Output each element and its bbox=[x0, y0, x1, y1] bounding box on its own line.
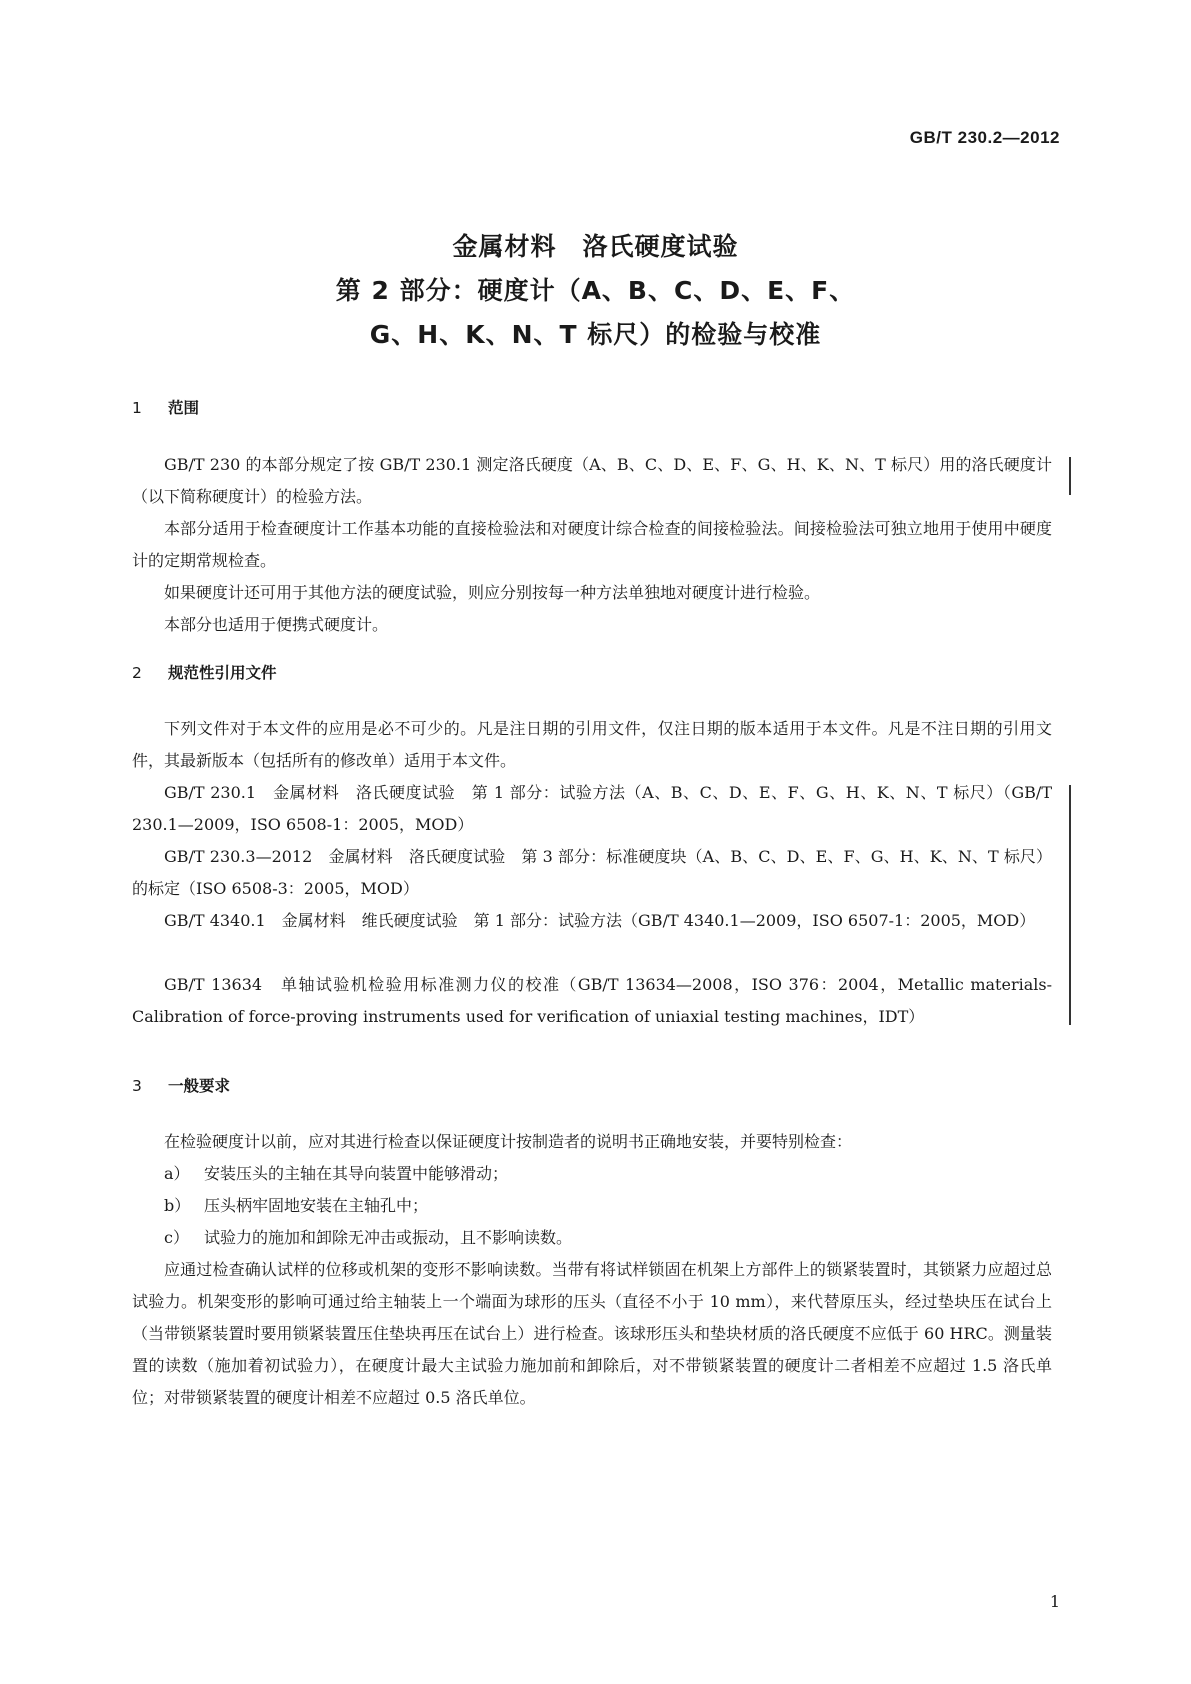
reference-entry: GB/T 13634 单轴试验机检验用标准测力仪的校准（GB/T 13634—2008，ISO 376：2004，Metallic materials-Calibration of force-proving instruments used for verification of uniaxial testing machines，IDT） bbox=[132, 975, 1052, 1026]
section-number: 1 bbox=[132, 399, 142, 417]
paragraph: 应通过检查确认试样的位移或机架的变形不影响读数。当带有将试样锁固在机架上方部件上的锁紧装置时，其锁紧力应超过总试验力。机架变形的影响可通过给主轴装上一个端面为球形的压头（直径不小于 10 mm），来代替原压头，经过垫块压在试台上（当带锁紧装置时要用锁紧装置压住垫块再压在试台上）进行检查。该球形压头和垫块材质的洛氏硬度不应低于 60 HRC。测量装置的读数（施加着初试验力），在硬度计最大主试验力施加前和卸除后，对不带锁紧装置的硬度计二者相差不应超过 1.5 洛氏单位；对带锁紧装置的硬度计相差不应超过 0.5 洛氏单位。 bbox=[132, 1260, 1052, 1407]
reference-entry: GB/T 4340.1 金属材料 维氏硬度试验 第 1 部分：试验方法（GB/T 4340.1—2009，ISO 6507-1：2005，MOD） bbox=[164, 911, 1036, 930]
list-text: 安装压头的主轴在其导向装置中能够滑动； bbox=[204, 1164, 509, 1183]
section-title: 规范性引用文件 bbox=[168, 664, 277, 682]
paragraph: 在检验硬度计以前，应对其进行检查以保证硬度计按制造者的说明书正确地安装，并要特别检查： bbox=[164, 1132, 853, 1151]
title-line-3: G、H、K、N、T 标尺）的检验与校准 bbox=[369, 320, 822, 349]
paragraph: 下列文件对于本文件的应用是必不可少的。凡是注日期的引用文件，仅注日期的版本适用于本文件。凡是不注日期的引用文件，其最新版本（包括所有的修改单）适用于本文件。 bbox=[132, 719, 1052, 770]
change-bar bbox=[1069, 457, 1071, 495]
paragraph: 本部分适用于检查硬度计工作基本功能的直接检验法和对硬度计综合检查的间接检验法。间接检验法可独立地用于使用中硬度计的定期常规检查。 bbox=[132, 519, 1052, 570]
list-marker: a） bbox=[164, 1164, 190, 1183]
paragraph: 本部分也适用于便携式硬度计。 bbox=[164, 615, 389, 634]
list-marker: b） bbox=[164, 1196, 191, 1215]
section-3-heading bbox=[132, 1074, 230, 1096]
section-title: 一般要求 bbox=[168, 1077, 231, 1095]
section-2-heading bbox=[132, 661, 277, 683]
section-number: 2 bbox=[132, 664, 142, 682]
list-item bbox=[164, 1158, 1052, 1190]
title-line-2: 第 2 部分：硬度计（A、B、C、D、E、F、 bbox=[335, 276, 856, 305]
list-text: 试验力的施加和卸除无冲击或振动，且不影响读数。 bbox=[204, 1228, 573, 1247]
list-item bbox=[164, 1190, 1052, 1222]
section-number: 3 bbox=[132, 1077, 142, 1095]
paragraph: GB/T 230 的本部分规定了按 GB/T 230.1 测定洛氏硬度（A、B、C、D、E、F、G、H、K、N、T 标尺）用的洛氏硬度计（以下简称硬度计）的检验方法。 bbox=[132, 455, 1052, 506]
document-title bbox=[0, 225, 1191, 357]
change-bar bbox=[1069, 785, 1071, 1025]
page-number: 1 bbox=[1049, 1592, 1060, 1611]
list-marker: c） bbox=[164, 1228, 189, 1247]
reference-entry: GB/T 230.3—2012 金属材料 洛氏硬度试验 第 3 部分：标准硬度块（A、B、C、D、E、F、G、H、K、N、T 标尺）的标定（ISO 6508-3：2005，MOD） bbox=[132, 847, 1052, 898]
list-text: 压头柄牢固地安装在主轴孔中； bbox=[204, 1196, 429, 1215]
section-1-heading bbox=[132, 396, 199, 418]
paragraph: 如果硬度计还可用于其他方法的硬度试验，则应分别按每一种方法单独地对硬度计进行检验。 bbox=[164, 583, 821, 602]
reference-entry: GB/T 230.1 金属材料 洛氏硬度试验 第 1 部分：试验方法（A、B、C、D、E、F、G、H、K、N、T 标尺）（GB/T 230.1—2009，ISO 6508-1：2005，MOD） bbox=[132, 783, 1052, 834]
standard-code: GB/T 230.2—2012 bbox=[909, 128, 1060, 147]
title-line-1: 金属材料 洛氏硬度试验 bbox=[452, 232, 739, 261]
section-title: 范围 bbox=[168, 399, 200, 417]
list-item bbox=[164, 1222, 1052, 1254]
